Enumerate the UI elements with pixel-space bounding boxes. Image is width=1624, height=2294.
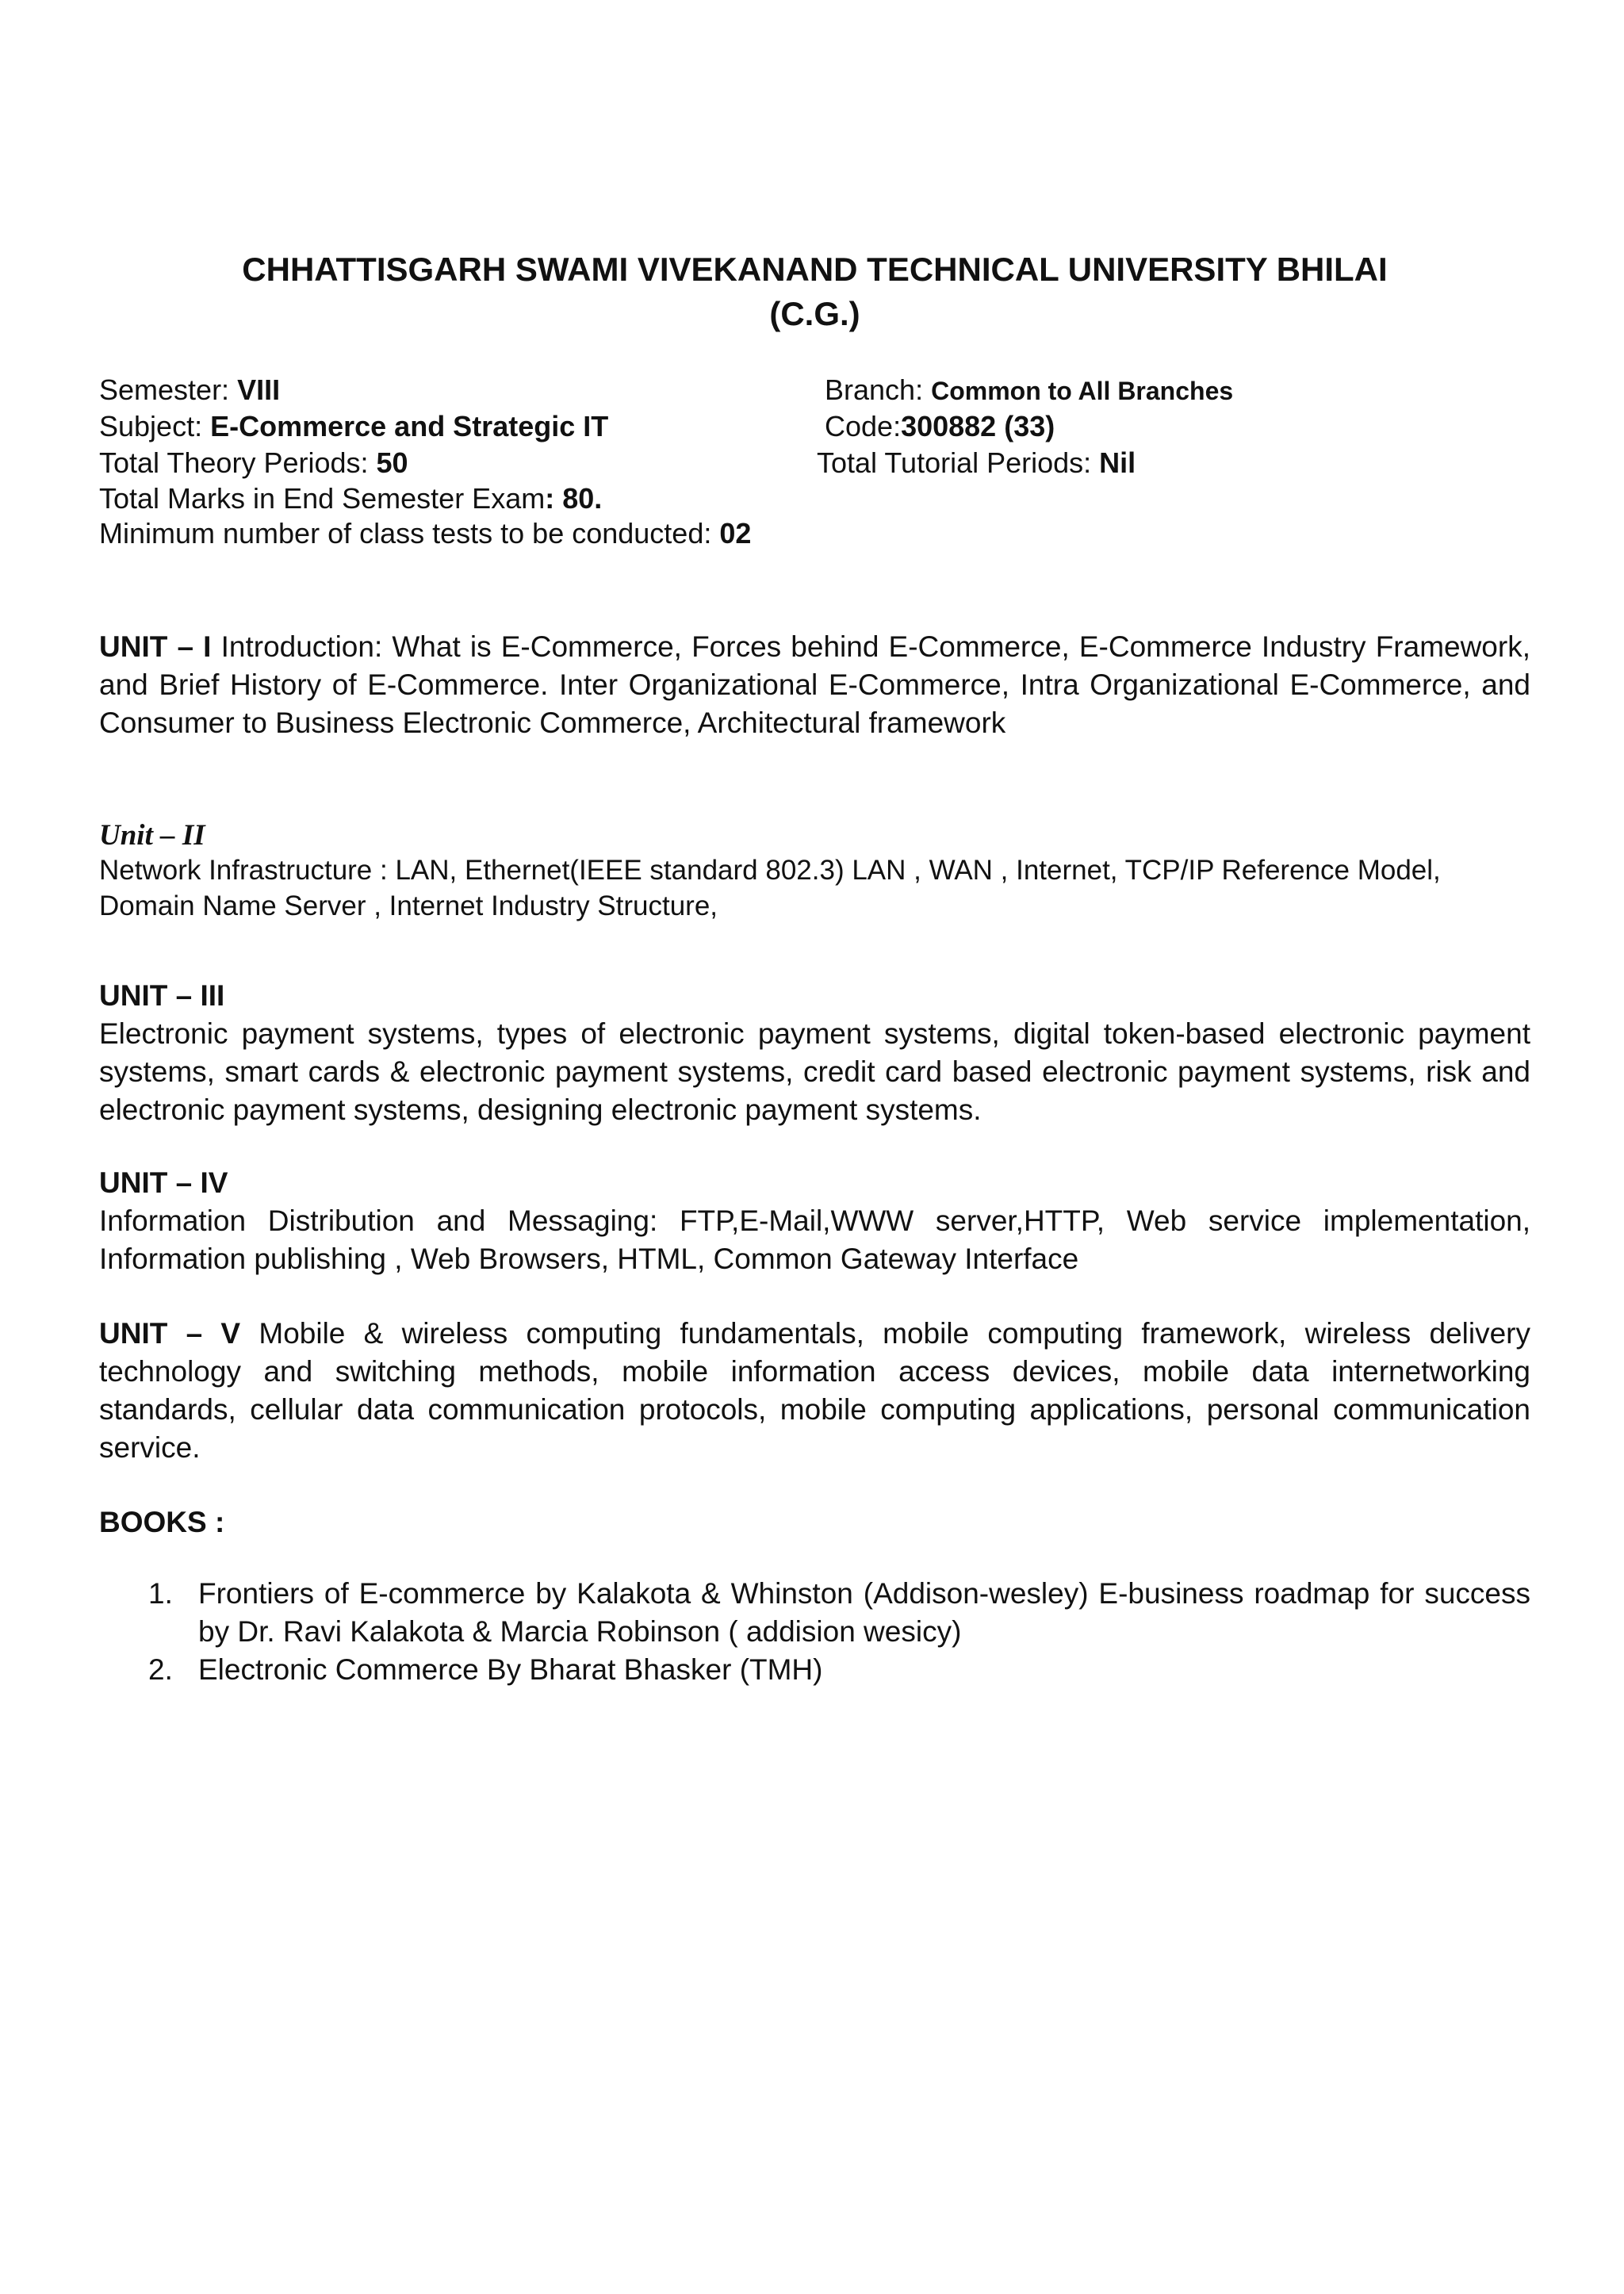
unit-5-text: Mobile & wireless computing fundamentals, mobile computing framework, wireless delivery technology and switching methods, mobile information access devices, mobile data internetworking standards, cellular data communication protocols, mobile computing applications, personal communication service. <box>99 1317 1530 1464</box>
unit-4-heading: UNIT – IV <box>99 1166 228 1199</box>
tutorial-periods-field <box>817 446 1136 481</box>
title-line-1: CHHATTISGARH SWAMI VIVEKANAND TECHNICAL UNIVERSITY BHILAI <box>242 251 1388 288</box>
unit-2-text: Network Infrastructure : LAN, Ethernet(IEEE standard 802.3) LAN , WAN , Internet, TCP/IP Reference Model, Domain Name Server , Internet Industry Structure, <box>99 855 1441 921</box>
books-list <box>99 1575 1530 1689</box>
marks-value: : 80. <box>545 482 603 515</box>
semester-label: Semester: <box>99 373 238 406</box>
code-value: 300882 (33) <box>901 410 1055 442</box>
unit-5-heading: UNIT – V <box>99 1317 259 1350</box>
book-item <box>99 1651 1530 1689</box>
semester-value: VIII <box>237 373 281 406</box>
theory-label: Total Theory Periods: <box>99 446 377 479</box>
meta-row-marks <box>99 481 1530 516</box>
unit-3-text: Electronic payment systems, types of electronic payment systems, digital token-based electronic payment systems, smart cards & electronic payment systems, credit card based electronic payment systems, risk and electronic payment systems, designing electronic payment systems. <box>99 1017 1530 1126</box>
branch-value: Common to All Branches <box>931 377 1234 405</box>
tutorial-value: Nil <box>1099 446 1136 479</box>
tests-value: 02 <box>719 517 752 550</box>
code-field <box>825 409 1055 444</box>
unit-5-section <box>99 1315 1530 1467</box>
books-heading: BOOKS : <box>99 1506 225 1538</box>
meta-row-periods <box>99 446 1530 481</box>
marks-field <box>99 481 602 516</box>
theory-value: 50 <box>376 446 408 479</box>
book-item <box>99 1575 1530 1651</box>
marks-label: Total Marks in End Semester Exam <box>99 482 546 515</box>
unit-1-text: Introduction: What is E-Commerce, Forces behind E-Commerce, E-Commerce Industry Framework, and Brief History of E-Commerce. Inter Organizational E-Commerce, Intra Organizational E-Commerce, and Consumer to Business Electronic Commerce, Architectural framework <box>99 630 1530 739</box>
unit-4-text: Information Distribution and Messaging: FTP,E-Mail,WWW server,HTTP, Web service implementation, Information publishing , Web Browsers, HTML, Common Gateway Interface <box>99 1204 1530 1275</box>
university-title <box>99 247 1530 336</box>
book-text: Electronic Commerce By Bharat Bhasker (TMH) <box>198 1653 823 1686</box>
code-label: Code: <box>825 410 902 442</box>
unit-1-heading: UNIT – I <box>99 630 221 663</box>
subject-value: E-Commerce and Strategic IT <box>210 410 609 442</box>
unit-1-section <box>99 628 1530 742</box>
title-line-2: (C.G.) <box>769 295 860 332</box>
unit-3-heading: UNIT – III <box>99 979 225 1012</box>
unit-2-heading: Unit – II <box>99 819 205 852</box>
branch-field <box>825 373 1233 408</box>
branch-label: Branch: <box>825 373 932 406</box>
semester-field <box>99 373 280 408</box>
meta-row-subject <box>99 409 1530 444</box>
subject-label: Subject: <box>99 410 211 442</box>
tests-label: Minimum number of class tests to be conducted: <box>99 517 720 550</box>
book-number: 2. <box>148 1653 173 1686</box>
meta-row-tests <box>99 516 1530 551</box>
meta-row-semester <box>99 373 1530 408</box>
tutorial-label: Total Tutorial Periods: <box>817 446 1100 479</box>
tests-field <box>99 516 751 551</box>
book-number: 1. <box>148 1577 173 1610</box>
theory-periods-field <box>99 446 408 481</box>
subject-field <box>99 409 608 444</box>
book-text: Frontiers of E-commerce by Kalakota & Whinston (Addison-wesley) E-business roadmap for success by Dr. Ravi Kalakota & Marcia Robinson ( addision wesicy) <box>198 1577 1530 1648</box>
